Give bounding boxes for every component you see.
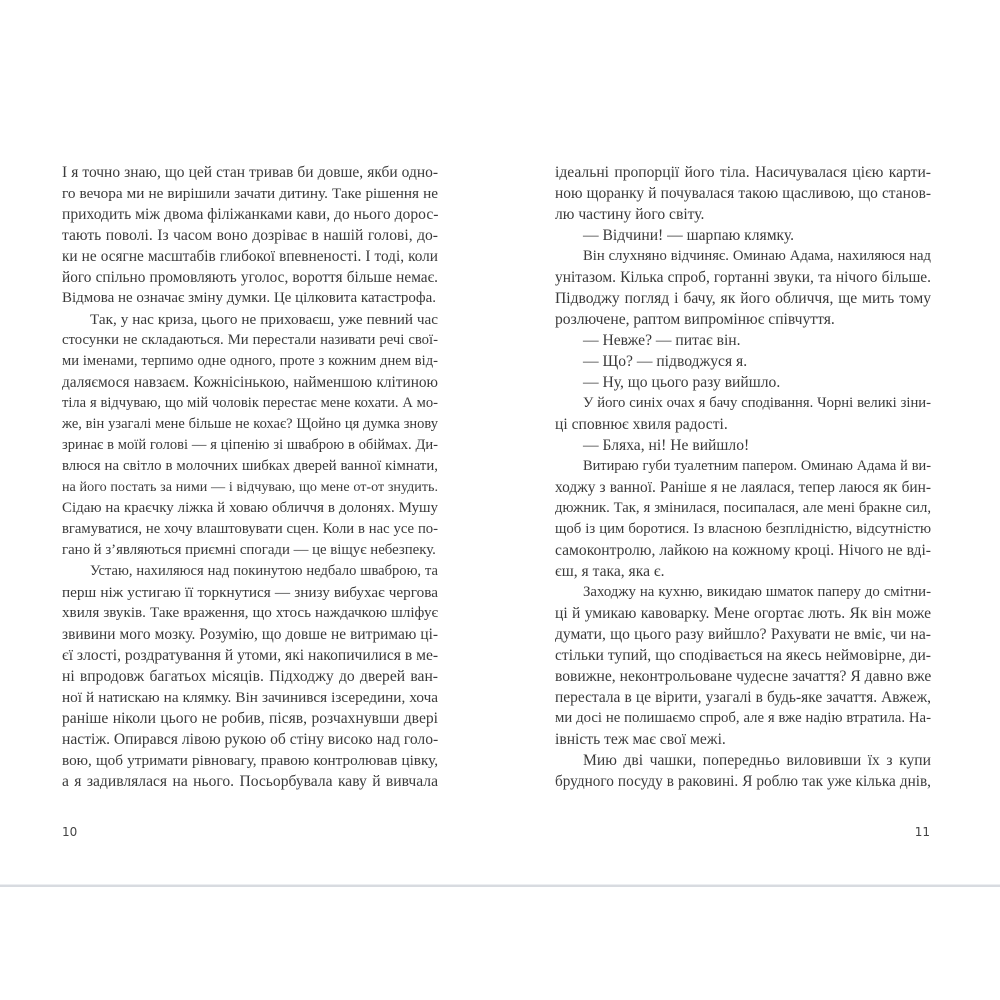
text-line: У його синіх очах я бачу сподівання. Чорні великі зіни- [583, 395, 931, 411]
text-line: Устаю, нахиляюся над покинутою недбало шваброю, та [90, 563, 438, 579]
paragraph [555, 582, 931, 750]
text-line: самоконтролю, лайкою на кожному кроці. Нічого не вді- [555, 542, 931, 559]
page-divider-line [0, 884, 1000, 887]
paragraph [555, 750, 931, 792]
text-line: — Невже? — питає він. [583, 332, 741, 349]
text-line: унітазом. Кілька спроб, гортанні звуки, та нічого більше. [555, 269, 931, 286]
text-line: тіла я відчуваю, що мій чоловік перестає мене кохати. А мо- [62, 395, 438, 411]
text-line: Відмова не означає зміну думки. Це цілковита катастрофа. [62, 290, 436, 306]
text-line: — Бляха, ні! Не вийшло! [583, 437, 750, 454]
text-line: щоб із цим боротися. Із власною безплідністю, відсутністю [555, 521, 931, 537]
paragraph [62, 561, 438, 792]
paragraph [555, 372, 931, 393]
text-line: ки не осягне масштабів глибокої впевненості. І тоді, коли [62, 248, 438, 265]
text-line: брудного посуду в раковині. Я роблю так уже кілька днів, [555, 773, 931, 790]
text-line: вовижне, неконтрольоване чудесне зачаття? Я давно вже [555, 668, 932, 685]
text-line: ної й натискаю на клямку. Він зачинився ізсередини, хоча [62, 689, 438, 706]
text-line: дюжник. Так, я змінилася, посипалася, але мені бракне сил, [555, 500, 931, 516]
page-number-right: 11 [914, 825, 930, 839]
paragraph [555, 225, 931, 246]
text-line: хвиля звуків. Таке враження, що хтось наждачкою шліфує [62, 605, 438, 621]
text-line: стільки тупий, що сподівається на якесь неймовірне, ди- [555, 647, 931, 664]
text-line: перш ніж устигаю її торкнутися — знизу вибухає чергова [62, 584, 438, 601]
paragraph [555, 330, 931, 351]
text-line: а я задивлялася на нього. Посьорбувала каву й вивчала [62, 773, 438, 790]
paragraph [555, 162, 931, 225]
text-line: вгамуватися, не хочу влаштовувати сцен. Коли в нас усе по- [62, 521, 438, 537]
text-line: даляємося навзаєм. Кожнісінькою, найменшою клітиною [62, 374, 438, 391]
text-line: Мию дві чашки, попередньо виловивши їх з купи [583, 752, 931, 769]
text-line: гано й з’являються приємні спогади — це віщує небезпеку. [62, 542, 436, 558]
text-line: ці сповнює хвиля радості. [555, 416, 728, 433]
paragraph [555, 456, 931, 582]
text-line: звивини мого мозку. Розумію, що довше не витримаю ці- [62, 626, 438, 643]
text-line: ми досі не полишаємо спроб, але я вже надію втратила. На- [555, 710, 931, 726]
text-line: перестала в це вірити, узагалі в будь-яке зачаття. Авжеж, [555, 689, 931, 706]
text-line: на його постать за ними — і відчуваю, що мене от-от знудить. [62, 479, 438, 495]
text-line: Він слухняно відчиняє. Оминаю Адама, нахиляюся над [583, 248, 931, 264]
text-line: Витираю губи туалетним папером. Оминаю Адама й ви- [583, 458, 931, 474]
text-line: стосунки не складаються. Ми перестали називати речі свої- [62, 332, 438, 348]
text-line: I я точно знаю, що цей стан тривав би довше, якби одно- [62, 164, 438, 181]
text-line: ходжу з ванної. Раніше я не лаялася, тепер лаюся як бин- [555, 479, 931, 496]
text-line: го вечора ми не вирішили зачати дитину. Таке рішення не [62, 185, 438, 202]
text-line: єш, я така, яка є. [555, 563, 665, 580]
text-line: — Відчини! — шарпаю клямку. [583, 227, 795, 244]
paragraph [62, 162, 438, 309]
text-line: Так, у нас криза, цього не приховаєш, уже певний час [90, 311, 438, 328]
left-page-text [62, 162, 438, 792]
paragraph [555, 351, 931, 372]
text-line: ні впродовж багатьох місяців. Підходжу до дверей ван- [62, 668, 438, 685]
text-line: ці й умикаю кавоварку. Мене огортає лють. Як він може [555, 605, 931, 622]
right-page-text [555, 162, 931, 792]
text-line: ною щоранку й почувалася такою щасливою, що станов- [555, 185, 931, 202]
text-line: — Ну, що цього разу вийшло. [583, 374, 781, 391]
text-line: івність теж має свої межі. [555, 731, 726, 748]
text-line: розлючене, раптом випромінює співчуття. [555, 311, 835, 328]
text-line: раніше ніколи цього не робив, пісяв, розчахнувши двері [62, 710, 438, 727]
text-line: вою, щоб утримати рівновагу, правою контролював цівку, [62, 752, 438, 769]
text-line: же, він узагалі мене більше не кохає? Щойно ця думка знову [62, 416, 438, 432]
page-number-left: 10 [62, 825, 78, 839]
text-line: Підводжу погляд і бачу, як його обличчя, ще мить тому [555, 290, 931, 307]
paragraph [555, 246, 931, 330]
text-line: Заходжу на кухню, викидаю шматок паперу до смітни- [583, 584, 931, 600]
paragraph [555, 393, 931, 435]
text-line: тають поволі. Із часом воно дозріває в нашій голові, до- [62, 227, 438, 244]
text-line: лю частину його світу. [555, 206, 705, 223]
text-line: влюся на світло в молочних шибках дверей ванної кімнати, [62, 458, 438, 474]
paragraph [62, 309, 438, 561]
text-line: думати, що цього разу вийшло? Рахувати не вміє, чи на- [555, 626, 931, 643]
text-line: ми іменами, терпимо одне одного, проте з кожним днем від- [62, 353, 438, 369]
text-line: настіж. Опирався лівою рукою об стіну високо над голо- [62, 731, 439, 748]
text-line: Сідаю на краєчку ліжка й ховаю обличчя в долонях. Мушу [62, 500, 438, 516]
paragraph [555, 435, 931, 456]
text-line: його спільно промовляють уголос, вороття більше немає. [62, 269, 438, 286]
text-line: єї злості, роздратування й утоми, які накопичилися в ме- [62, 647, 439, 664]
text-line: зринає в моїй голові — я ціпенію зі шваброю в обіймах. Ди- [62, 437, 438, 453]
text-line: ідеальні пропорції його тіла. Насичувалася цією карти- [555, 164, 931, 181]
text-line: — Що? — підводжуся я. [583, 353, 748, 370]
text-line: приходить між двома філіжанками кави, до нього дорос- [62, 206, 439, 223]
